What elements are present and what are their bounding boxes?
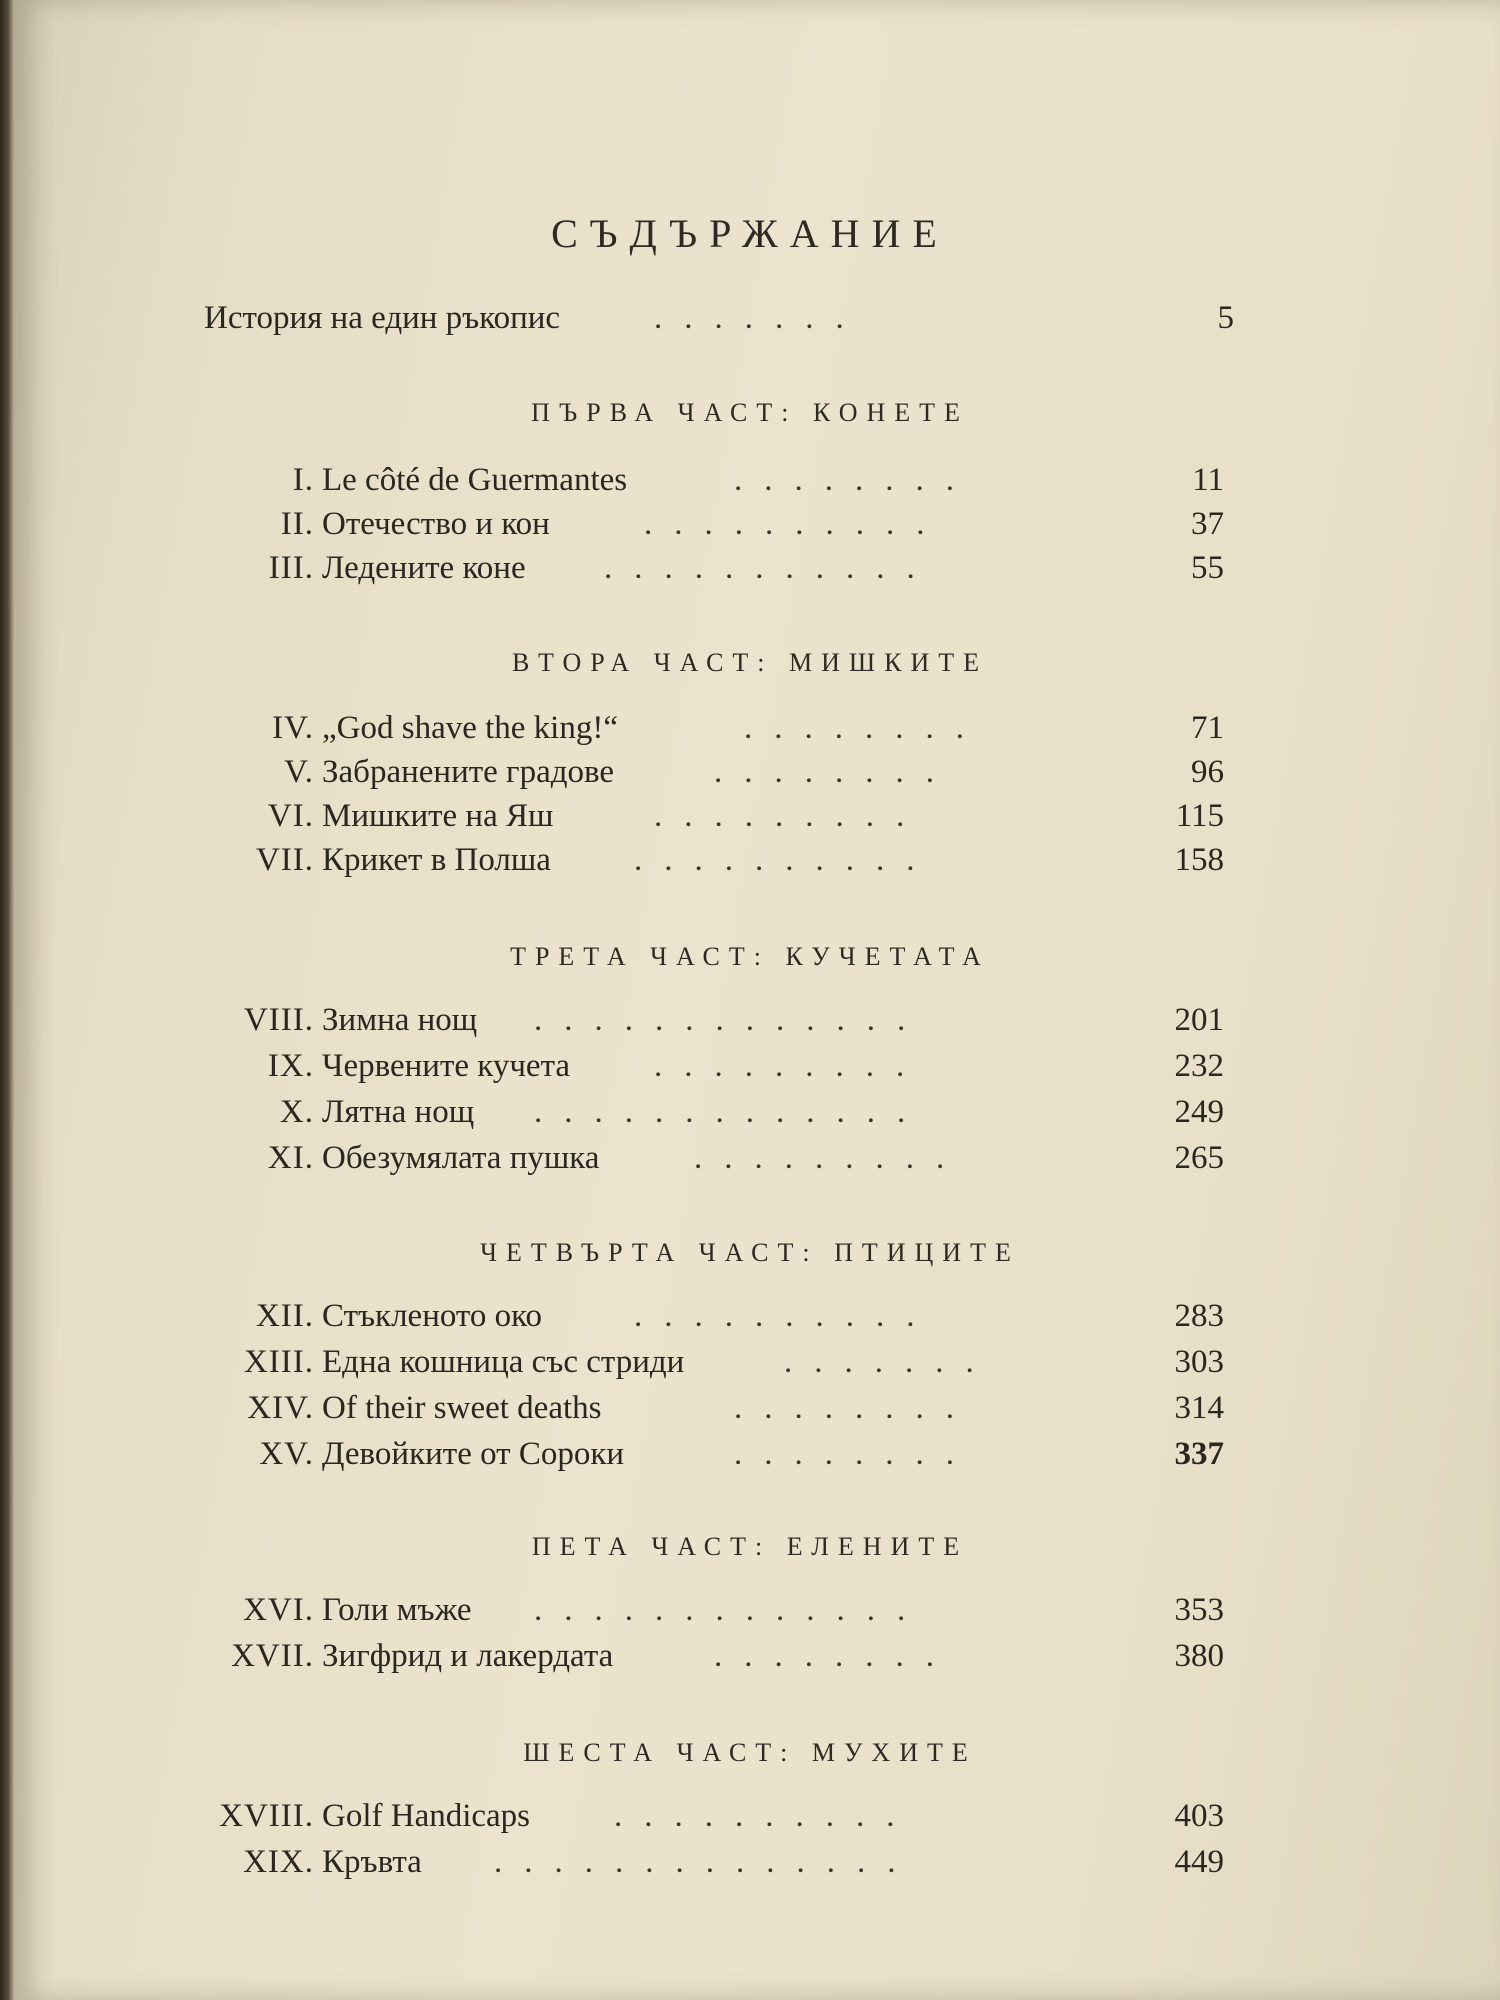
leader-dots: .............	[534, 1002, 928, 1038]
page-title: СЪДЪРЖАНИЕ	[551, 211, 949, 256]
leader-dots: ........	[744, 710, 986, 746]
chapter-title: Of their sweet deaths	[322, 1390, 602, 1426]
chapter-page: 55	[1191, 550, 1224, 586]
leader-dots: .........	[654, 1048, 927, 1084]
chapter-number: III.	[268, 550, 314, 586]
chapter-page: 11	[1192, 462, 1224, 498]
leader-dots: ........	[734, 462, 976, 498]
toc-entry	[14, 1636, 1500, 1676]
chapter-number: XI.	[267, 1140, 314, 1176]
chapter-title: Една кошница със стриди	[322, 1344, 685, 1380]
chapter-page: 96	[1191, 754, 1224, 790]
chapter-page: 158	[1174, 842, 1224, 878]
leader-dots: ..............	[494, 1844, 918, 1880]
chapter-number: IV.	[272, 710, 314, 746]
chapter-title: Golf Handicaps	[322, 1798, 531, 1834]
toc-entry	[14, 752, 1500, 792]
chapter-number: V.	[284, 754, 314, 790]
chapter-number: XIV.	[247, 1390, 314, 1426]
toc-entry	[14, 1000, 1500, 1040]
chapter-number: XV.	[259, 1436, 314, 1472]
chapter-page: 353	[1174, 1592, 1224, 1628]
part-heading: ШЕСТА ЧАСТ: МУХИТЕ	[523, 1738, 977, 1767]
chapter-number: XVIII.	[219, 1798, 314, 1834]
entry-title: История на един ръкопис	[204, 300, 561, 336]
leader-dots: ..........	[634, 842, 937, 878]
leader-dots: .........	[654, 798, 927, 834]
chapter-number: IX.	[267, 1048, 314, 1084]
toc-entry	[14, 1342, 1500, 1382]
part-heading: ЧЕТВЪРТА ЧАСТ: ПТИЦИТЕ	[480, 1238, 1020, 1267]
chapter-title: Червените кучета	[322, 1048, 571, 1084]
chapter-title: Ледените коне	[322, 550, 526, 586]
chapter-number: VI.	[267, 798, 314, 834]
chapter-page: 403	[1174, 1798, 1224, 1834]
leader-dots: ..........	[614, 1798, 917, 1834]
chapter-title: Забранените градове	[322, 754, 615, 790]
chapter-number: XIII.	[243, 1344, 314, 1380]
chapter-title: Голи мъже	[322, 1592, 472, 1628]
chapter-number: XIX.	[243, 1844, 314, 1880]
chapter-number: XVI.	[243, 1592, 314, 1628]
chapter-title: Зимна нощ	[322, 1002, 478, 1038]
leader-dots: ........	[714, 1638, 956, 1674]
chapter-title: Зигфрид и лакердата	[322, 1638, 614, 1674]
leader-dots: ..........	[644, 506, 947, 542]
part-heading: ПЪРВА ЧАСТ: КОНЕТЕ	[531, 398, 969, 427]
chapter-title: Девойките от Сороки	[322, 1436, 625, 1472]
toc-entry	[14, 504, 1500, 544]
chapter-title: Стъкленото око	[322, 1298, 543, 1334]
toc-entry	[14, 1796, 1500, 1836]
toc-entry	[14, 1388, 1500, 1428]
chapter-page: 232	[1174, 1048, 1224, 1084]
toc-entry	[14, 1590, 1500, 1630]
part-heading: ВТОРА ЧАСТ: МИШКИТЕ	[511, 648, 989, 677]
book-spine-shadow	[0, 0, 14, 2000]
chapter-page: 115	[1175, 798, 1224, 834]
chapter-title: Лятна нощ	[322, 1094, 475, 1130]
leader-dots: ........	[734, 1436, 976, 1472]
toc-entry	[14, 708, 1500, 748]
chapter-page: 71	[1191, 710, 1224, 746]
chapter-page: 303	[1174, 1344, 1224, 1380]
chapter-page: 37	[1191, 506, 1224, 542]
toc-entry	[14, 548, 1500, 588]
chapter-number: XII.	[255, 1298, 314, 1334]
leader-dots: .............	[534, 1592, 928, 1628]
leader-dots: ...........	[604, 550, 937, 586]
leader-dots: .......	[654, 300, 866, 336]
toc-entry	[14, 796, 1500, 836]
chapter-page: 314	[1174, 1390, 1224, 1426]
chapter-title: Кръвта	[322, 1844, 422, 1880]
toc-entry	[14, 1842, 1500, 1882]
chapter-number: II.	[280, 506, 314, 542]
part-heading: ТРЕТА ЧАСТ: КУЧЕТАТА	[510, 942, 990, 971]
toc-entry	[14, 840, 1500, 880]
chapter-page: 337	[1174, 1436, 1224, 1472]
toc-entry	[14, 1296, 1500, 1336]
leader-dots: .......	[784, 1344, 996, 1380]
leader-dots: .............	[534, 1094, 928, 1130]
toc-entry	[14, 1092, 1500, 1132]
chapter-page: 380	[1174, 1638, 1224, 1674]
chapter-page: 283	[1174, 1298, 1224, 1334]
chapter-page: 265	[1174, 1140, 1224, 1176]
toc-entry	[14, 1434, 1500, 1474]
leader-dots: ........	[714, 754, 956, 790]
chapter-title: Крикет в Полша	[322, 842, 551, 878]
leader-dots: ..........	[634, 1298, 937, 1334]
chapter-number: VIII.	[243, 1002, 314, 1038]
chapter-number: X.	[279, 1094, 314, 1130]
entry-page: 5	[1217, 300, 1234, 336]
chapter-number: VII.	[255, 842, 314, 878]
chapter-page: 201	[1174, 1002, 1224, 1038]
toc-entry	[14, 460, 1500, 500]
chapter-page: 249	[1174, 1094, 1224, 1130]
chapter-title: Отечество и кон	[322, 506, 550, 542]
chapter-title: Мишките на Яш	[322, 798, 554, 834]
chapter-title: Обезумялата пушка	[322, 1140, 600, 1176]
part-heading: ПЕТА ЧАСТ: ЕЛЕНИТЕ	[531, 1532, 969, 1561]
chapter-page: 449	[1174, 1844, 1224, 1880]
chapter-number: I.	[292, 462, 314, 498]
chapter-title: Le côté de Guermantes	[322, 462, 628, 498]
book-page	[14, 0, 1500, 2000]
toc-entry-intro	[14, 298, 1500, 338]
chapter-number: XVII.	[231, 1638, 314, 1674]
leader-dots: .........	[694, 1140, 967, 1176]
toc-entry	[14, 1046, 1500, 1086]
toc-entry	[14, 1138, 1500, 1178]
chapter-title: „God shave the king!“	[322, 710, 618, 746]
leader-dots: ........	[734, 1390, 976, 1426]
